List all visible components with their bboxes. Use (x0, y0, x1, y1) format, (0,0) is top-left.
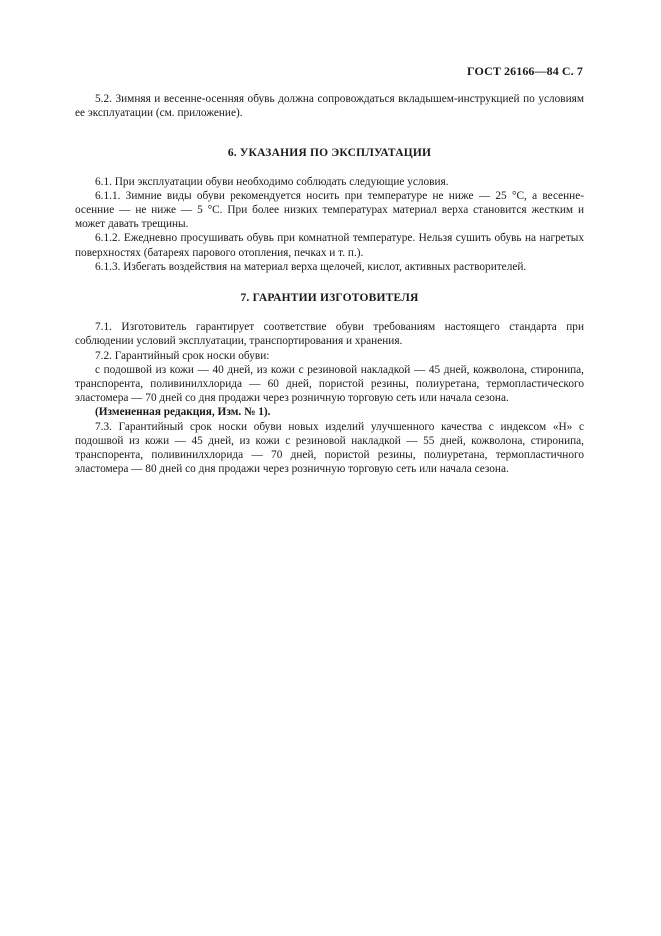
page-content (75, 92, 584, 476)
paragraph-6-1: 6.1. При эксплуатации обуви необходимо соблюдать следующие условия. (95, 175, 449, 188)
paragraph-6-1-3: 6.1.3. Избегать воздействия на материал верха щелочей, кислот, активных растворителей. (95, 260, 527, 273)
paragraph-7-2-list: с подошвой из кожи — 40 дней, из кожи с резиновой накладкой — 45 дней, кожволона, стиронипа, транспорента, поливинилхлорида — 60 дней, пористой резины, полиуретана, термопластического эластомера — 70 дней со дня продажи через розничную торговую сеть или начала сезона. (75, 363, 584, 405)
paragraph-6-1-2: 6.1.2. Ежедневно просушивать обувь при комнатной температуре. Нельзя сушить обувь на нагретых поверхностях (батареях парового отопления, печках и т. п.). (75, 232, 584, 259)
amendment-note: (Измененная редакция, Изм. № 1). (95, 406, 271, 419)
section-7-title: 7. ГАРАНТИИ ИЗГОТОВИТЕЛЯ (240, 292, 419, 305)
section-6-title: 6. УКАЗАНИЯ ПО ЭКСПЛУАТАЦИИ (227, 147, 432, 160)
paragraph-5-2: 5.2. Зимняя и весенне-осенняя обувь должна сопровождаться вкладышем-инструкцией по условиям ее эксплуатации (см. приложение). (75, 93, 584, 120)
paragraph-7-1: 7.1. Изготовитель гарантирует соответствие обуви требованиям настоящего стандарта при соблюдении условий эксплуатации, транспортирования и хранения. (75, 321, 584, 348)
paragraph-7-3: 7.3. Гарантийный срок носки обуви новых изделий улучшенного качества с индексом «Н» с подошвой из кожи — 45 дней, из кожи с резиновой накладкой — 55 дней, кожволона, стиронипа, транспорента, поливинилхлорида — 70 дней, пористой резины, полиуретана, термопластичного эластомера — 80 дней со дня продажи через розничную торговую сеть или начала сезона. (75, 420, 584, 476)
page-header: ГОСТ 26166—84 С. 7 (467, 64, 583, 78)
paragraph-6-1-1: 6.1.1. Зимние виды обуви рекомендуется носить при температуре не ниже — 25 °С, а весенне-осенние — не ниже — 5 °С. При более низких температурах материал верха становится жестким и может давать трещины. (75, 189, 584, 231)
paragraph-7-2: 7.2. Гарантийный срок носки обуви: (95, 349, 270, 362)
